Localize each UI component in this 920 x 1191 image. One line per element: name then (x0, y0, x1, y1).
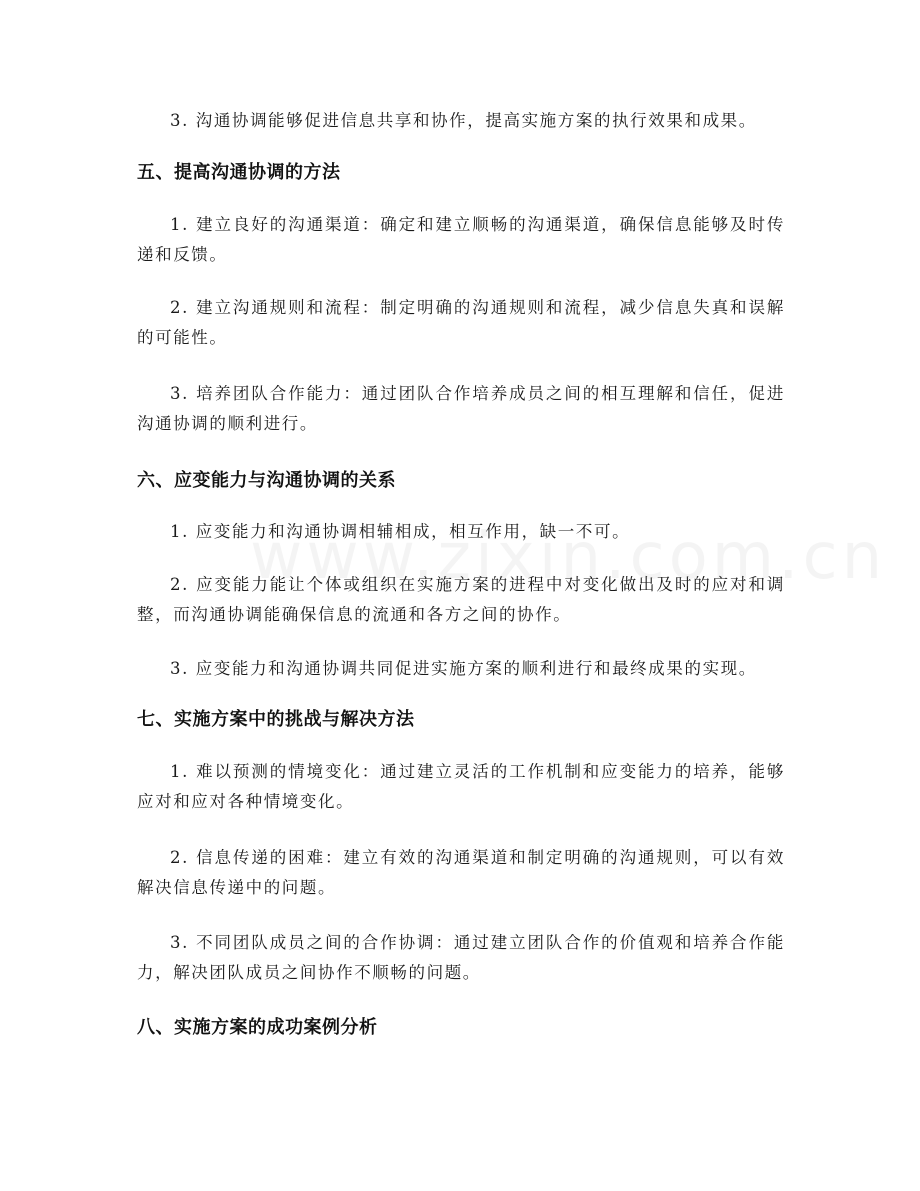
heading-text: 五、提高沟通协调的方法 (137, 162, 341, 183)
section-heading-6 (137, 466, 785, 496)
paragraph-text: 3. 不同团队成员之间的合作协调：通过建立团队合作的价值观和培养合作能力，解决团队成员之间协作不顺畅的问题。 (137, 933, 785, 982)
paragraph-challenge-3 (137, 928, 785, 988)
paragraph-text: 3. 沟通协调能够促进信息共享和协作，提高实施方案的执行效果和成果。 (170, 111, 757, 130)
paragraph-method-1 (137, 210, 785, 270)
section-heading-8 (137, 1013, 785, 1043)
paragraph-method-3 (137, 379, 785, 439)
paragraph-relation-3 (137, 654, 785, 684)
paragraph-text: 1. 应变能力和沟通协调相辅相成，相互作用，缺一不可。 (170, 522, 631, 541)
heading-text: 八、实施方案的成功案例分析 (137, 1017, 378, 1038)
paragraph-text: 2. 应变能力能让个体或组织在实施方案的进程中对变化做出及时的应对和调整，而沟通协调能确保信息的流通和各方之间的协作。 (137, 575, 785, 624)
paragraph-text: 3. 应变能力和沟通协调共同促进实施方案的顺利进行和最终成果的实现。 (170, 659, 757, 678)
paragraph-conclusion-3 (137, 106, 785, 136)
section-heading-7 (137, 705, 785, 735)
paragraph-challenge-1 (137, 757, 785, 817)
paragraph-text: 3. 培养团队合作能力：通过团队合作培养成员之间的相互理解和信任，促进沟通协调的顺利进行。 (137, 384, 785, 433)
paragraph-relation-2 (137, 570, 785, 630)
section-heading-5 (137, 158, 785, 188)
heading-text: 六、应变能力与沟通协调的关系 (137, 470, 396, 491)
paragraph-challenge-2 (137, 843, 785, 903)
paragraph-relation-1 (137, 517, 785, 547)
heading-text: 七、实施方案中的挑战与解决方法 (137, 709, 415, 730)
paragraph-text: 1. 建立良好的沟通渠道：确定和建立顺畅的沟通渠道，确保信息能够及时传递和反馈。 (137, 215, 785, 264)
paragraph-text: 1. 难以预测的情境变化：通过建立灵活的工作机制和应变能力的培养，能够应对和应对各种情境变化。 (137, 762, 785, 811)
paragraph-text: 2. 建立沟通规则和流程：制定明确的沟通规则和流程，减少信息失真和误解的可能性。 (137, 298, 785, 347)
paragraph-method-2 (137, 293, 785, 353)
paragraph-text: 2. 信息传递的困难：建立有效的沟通渠道和制定明确的沟通规则，可以有效解决信息传递中的问题。 (137, 848, 785, 897)
